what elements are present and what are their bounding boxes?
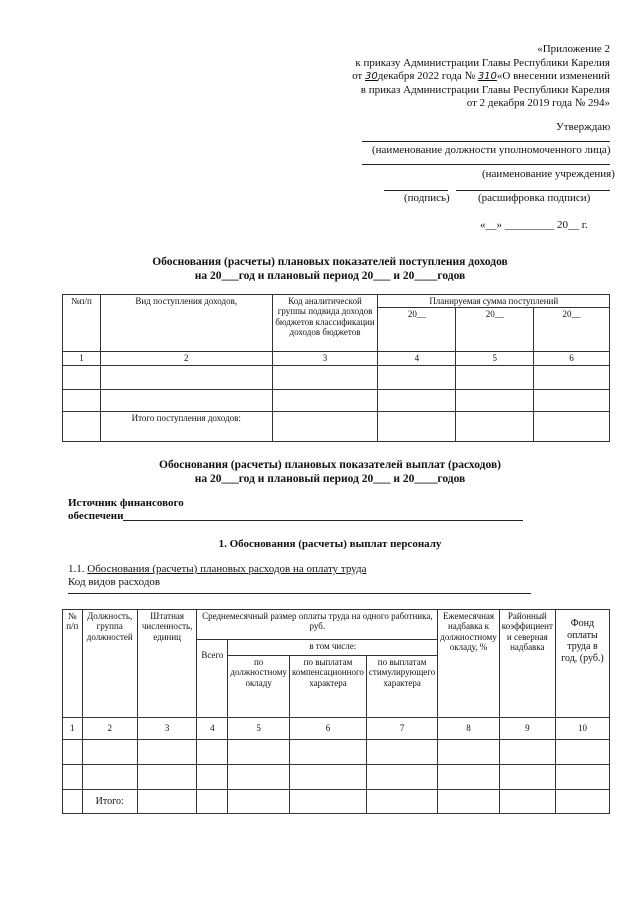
income-h-year-3: 20__ bbox=[534, 308, 610, 352]
salary-h-by-salary: по должностному окладу bbox=[228, 656, 290, 718]
table-row bbox=[63, 389, 610, 411]
salary-h-bonus: Ежемесячная надбавка к должностному окладу, % bbox=[438, 610, 499, 718]
table-row bbox=[63, 411, 610, 441]
salary-colnum: 9 bbox=[499, 718, 555, 740]
salary-table bbox=[62, 609, 610, 814]
header-line-3: от 30декабря 2022 года № 310«О внесении изменений bbox=[352, 70, 610, 82]
income-title: Обоснования (расчеты) плановых показателей поступления доходов на 20___год и плановый период 20___ и 20____годов bbox=[152, 256, 508, 282]
header-line-1: «Приложение 2 bbox=[537, 43, 610, 55]
position-line bbox=[362, 141, 610, 142]
salary-h-position: Должность, группа должностей bbox=[82, 610, 137, 718]
salary-colnum: 1 bbox=[63, 718, 83, 740]
org-line bbox=[362, 164, 610, 165]
header-line-4: в приказ Администрации Главы Республики Карелия bbox=[360, 83, 610, 96]
table-row bbox=[63, 365, 610, 389]
income-total-label: Итого поступления доходов: bbox=[100, 411, 272, 441]
salary-total-label: Итого: bbox=[82, 790, 137, 814]
table-row bbox=[63, 740, 610, 765]
expense-code-line bbox=[68, 593, 531, 594]
salary-h-num: № п/п bbox=[63, 610, 83, 718]
income-colnum: 3 bbox=[272, 352, 378, 365]
position-caption: (наименование должности уполномоченного лица) bbox=[372, 144, 611, 156]
salary-h-including: в том числе: bbox=[228, 640, 438, 656]
income-colnum: 5 bbox=[456, 352, 534, 365]
header-line-2: к приказу Администрации Главы Республики Карелия bbox=[355, 56, 610, 69]
income-h-type: Вид поступления доходов, bbox=[100, 295, 272, 352]
salary-colnum: 7 bbox=[366, 718, 437, 740]
income-colnum: 6 bbox=[534, 352, 610, 365]
income-colnum: 4 bbox=[378, 352, 456, 365]
salary-colnum: 5 bbox=[228, 718, 290, 740]
subsection-1-1-title: Обоснования (расчеты) плановых расходов на оплату труда bbox=[87, 563, 367, 575]
handwritten-day: 30 bbox=[364, 71, 378, 82]
handwritten-number: 310 bbox=[477, 71, 497, 82]
income-h-code: Код аналитической группы подвида доходов бюджетов классификации доходов бюджетов bbox=[272, 295, 378, 352]
signature-line bbox=[384, 190, 448, 191]
income-h-year-2: 20__ bbox=[456, 308, 534, 352]
income-h-year-1: 20__ bbox=[378, 308, 456, 352]
income-table bbox=[62, 294, 610, 442]
income-colnum: 2 bbox=[100, 352, 272, 365]
order-header bbox=[190, 43, 610, 111]
table-row bbox=[63, 765, 610, 790]
subsection-title: 1. Обоснования (расчеты) выплат персоналу bbox=[218, 538, 442, 550]
salary-h-compensation: по выплатам компенсационного характера bbox=[290, 656, 367, 718]
salary-colnum: 4 bbox=[197, 718, 228, 740]
salary-colnum: 3 bbox=[137, 718, 197, 740]
subsection-1-1: 1.1. Обоснования (расчеты) плановых расходов на оплату труда Код видов расходов bbox=[68, 563, 367, 588]
income-h-num: №п/п bbox=[63, 295, 101, 352]
salary-h-avg: Среднемесячный размер оплаты труда на одного работника, руб. bbox=[197, 610, 438, 640]
funding-source-label: Источник финансового обеспечени bbox=[68, 497, 184, 522]
expense-title: Обоснования (расчеты) плановых показателей выплат (расходов) на 20___год и плановый период 20___ и 20____годов bbox=[159, 459, 501, 485]
salary-h-regional: Районный коэффициент и северная надбавка bbox=[499, 610, 555, 718]
header-line-5: от 2 декабря 2019 года № 294» bbox=[466, 97, 610, 109]
signature-caption: (подпись) bbox=[404, 192, 450, 204]
table-row bbox=[63, 790, 610, 814]
funding-source-line bbox=[123, 520, 523, 521]
salary-h-fund: Фонд оплаты труда в год, (руб.) bbox=[555, 610, 609, 718]
salary-colnum: 6 bbox=[290, 718, 367, 740]
decode-caption: (расшифровка подписи) bbox=[478, 192, 591, 204]
salary-h-stimulating: по выплатам стимулирующего характера bbox=[366, 656, 437, 718]
decode-line bbox=[456, 190, 610, 191]
salary-colnum: 10 bbox=[555, 718, 609, 740]
salary-colnum: 2 bbox=[82, 718, 137, 740]
org-caption: (наименование учреждения) bbox=[482, 168, 615, 180]
income-h-planned: Планируемая сумма поступлений bbox=[378, 295, 610, 308]
income-colnum: 1 bbox=[63, 352, 101, 365]
salary-h-total: Всего bbox=[197, 640, 228, 718]
salary-colnum: 8 bbox=[438, 718, 499, 740]
expense-code-label: Код видов расходов bbox=[68, 576, 161, 588]
approval-date: «__» _________ 20__ г. bbox=[480, 219, 588, 231]
salary-h-staff: Штатная численность, единиц bbox=[137, 610, 197, 718]
approval-title: Утверждаю bbox=[556, 121, 611, 133]
